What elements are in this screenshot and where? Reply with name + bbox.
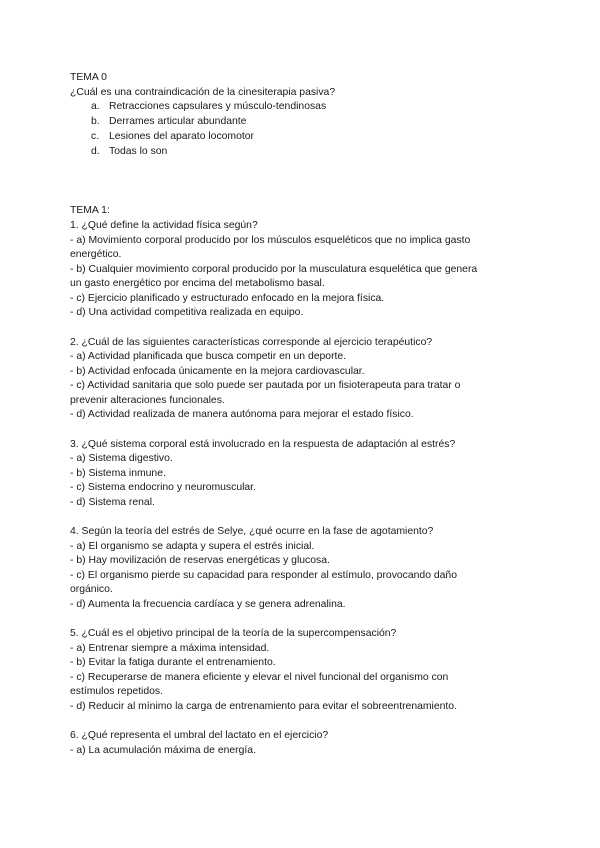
tema0-option xyxy=(91,145,391,160)
tema0-option-text: Derrames articular abundante xyxy=(109,116,247,127)
question-title: 3. ¿Qué sistema corporal está involucrado en la respuesta de adaptación al estrés? xyxy=(70,439,456,450)
answer-line: - b) Evitar la fatiga durante el entrenamiento. xyxy=(70,657,276,668)
answer-line: - a) El organismo se adapta y supera el estrés inicial. xyxy=(70,541,315,552)
answer-line: - c) Ejercicio planificado y estructurado enfocado en la mejora física. xyxy=(70,293,385,304)
question-title: 4. Según la teoría del estrés de Selye, ¿qué ocurre en la fase de agotamiento? xyxy=(70,526,434,537)
answer-line: - c) Actividad sanitaria que solo puede ser pautada por un fisioterapeuta para tratar o xyxy=(70,380,461,391)
question-title: 2. ¿Cuál de las siguientes características corresponde al ejercicio terapéutico? xyxy=(70,337,433,348)
answer-line: - d) Aumenta la frecuencia cardíaca y se genera adrenalina. xyxy=(70,599,346,610)
answer-line: orgánico. xyxy=(70,584,113,595)
answer-line: - d) Reducir al mínimo la carga de entrenamiento para evitar el sobreentrenamiento. xyxy=(70,701,457,712)
tema0-option-letter: b. xyxy=(91,116,100,127)
answer-line: - d) Una actividad competitiva realizada en equipo. xyxy=(70,307,304,318)
tema0-option-letter: a. xyxy=(91,101,100,112)
tema0-option-letter: d. xyxy=(91,146,100,157)
tema0-option xyxy=(91,130,391,145)
tema0-option xyxy=(91,100,391,115)
answer-line: - c) Recuperarse de manera eficiente y elevar el nivel funcional del organismo con xyxy=(70,672,449,683)
tema0-question: ¿Cuál es una contraindicación de la cinesiterapia pasiva? xyxy=(70,87,336,98)
answer-line: - d) Actividad realizada de manera autónoma para mejorar el estado físico. xyxy=(70,409,414,420)
tema1-heading: TEMA 1: xyxy=(70,205,110,216)
answer-line: - b) Cualquier movimiento corporal producido por la musculatura esquelética que genera xyxy=(70,264,478,275)
answer-line: estímulos repetidos. xyxy=(70,686,163,697)
tema0-option-text: Todas lo son xyxy=(109,146,168,157)
answer-line: - a) Actividad planificada que busca competir en un deporte. xyxy=(70,351,347,362)
question-title: 1. ¿Qué define la actividad física según? xyxy=(70,220,258,231)
answer-line: energético. xyxy=(70,249,122,260)
answer-line: - b) Sistema inmune. xyxy=(70,468,166,479)
question-title: 5. ¿Cuál es el objetivo principal de la teoría de la supercompensación? xyxy=(70,628,397,639)
tema0-option-text: Lesiones del aparato locomotor xyxy=(109,131,254,142)
answer-line: - a) Entrenar siempre a máxima intensidad. xyxy=(70,643,270,654)
answer-line: un gasto energético por encima del metabolismo basal. xyxy=(70,278,325,289)
answer-line: - b) Actividad enfocada únicamente en la mejora cardiovascular. xyxy=(70,366,365,377)
answer-line: - a) La acumulación máxima de energía. xyxy=(70,745,256,756)
answer-line: - d) Sistema renal. xyxy=(70,497,155,508)
answer-line: prevenir alteraciones funcionales. xyxy=(70,395,225,406)
tema0-option xyxy=(91,115,391,130)
tema0-option-text: Retracciones capsulares y músculo-tendinosas xyxy=(109,101,327,112)
tema0-option-letter: c. xyxy=(91,131,100,142)
tema0-heading: TEMA 0 xyxy=(70,72,107,83)
answer-line: - b) Hay movilización de reservas energéticas y glucosa. xyxy=(70,555,330,566)
question-title: 6. ¿Qué representa el umbral del lactato en el ejercicio? xyxy=(70,730,329,741)
answer-line: - c) El organismo pierde su capacidad para responder al estímulo, provocando daño xyxy=(70,570,457,581)
answer-line: - a) Sistema digestivo. xyxy=(70,453,173,464)
answer-line: - a) Movimiento corporal producido por los músculos esqueléticos que no implica gasto xyxy=(70,235,471,246)
answer-line: - c) Sistema endocrino y neuromuscular. xyxy=(70,482,256,493)
